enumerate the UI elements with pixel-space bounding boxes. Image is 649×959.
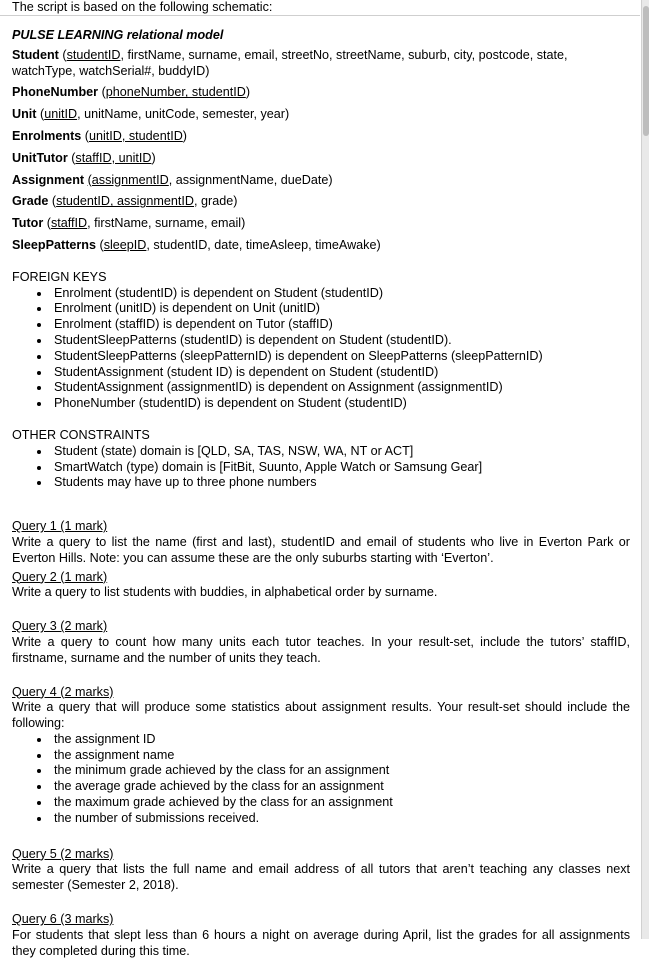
- foreign-key-item: StudentSleepPatterns (studentID) is dependent on Student (studentID).: [54, 333, 630, 349]
- query-2: [12, 570, 630, 602]
- query-4: [12, 685, 630, 827]
- constraint-item: Students may have up to three phone numbers: [54, 475, 630, 491]
- query-bullet-item: the minimum grade achieved by the class for an assignment: [54, 763, 630, 779]
- query-6: [12, 912, 630, 959]
- primary-key-attributes: unitID, studentID: [88, 128, 183, 143]
- primary-key-attributes: staffID: [50, 216, 88, 231]
- relation-attributes: , assignmentName, dueDate): [168, 172, 333, 187]
- primary-key-attributes: studentID, assignmentID: [56, 194, 195, 209]
- query-5: [12, 847, 630, 894]
- foreign-keys-list: [12, 286, 630, 412]
- queries-section: [12, 519, 630, 959]
- relation-assignment: [12, 173, 630, 189]
- relation-phonenumber: [12, 85, 630, 101]
- relation-sleeppatterns: [12, 238, 630, 254]
- relation-open: (: [67, 150, 76, 165]
- query-text: Write a query that lists the full name and email address of all tutors that aren’t teaching any classes next semester (Semester 2, 2018).: [12, 862, 630, 893]
- constraint-item: SmartWatch (type) domain is [FitBit, Suunto, Apple Watch or Samsung Gear]: [54, 460, 630, 476]
- query-1: [12, 519, 630, 566]
- foreign-key-item: StudentAssignment (assignmentID) is dependent on Assignment (assignmentID): [54, 380, 630, 396]
- schema-title: PULSE LEARNING relational model: [12, 28, 224, 42]
- query-text: Write a query that will produce some statistics about assignment results. Your result-set should include the following:: [12, 700, 630, 731]
- query-text: Write a query to list the name (first and last), studentID and email of students who live in Everton Park or Everton Hills. Note: you can assume these are the only suburbs starting with ‘Everton’.: [12, 534, 630, 565]
- query-bullet-item: the number of submissions received.: [54, 811, 630, 827]
- relation-open: (: [81, 128, 89, 143]
- relation-attributes: , grade): [194, 194, 238, 209]
- query-heading: Query 2 (1 mark): [12, 569, 108, 584]
- query-bullet-item: the assignment name: [54, 748, 630, 764]
- foreign-key-item: StudentAssignment (student ID) is dependent on Student (studentID): [54, 365, 630, 381]
- query-3: [12, 619, 630, 666]
- query-text: Write a query to list students with buddies, in alphabetical order by surname.: [12, 585, 438, 600]
- relation-enrolments: [12, 129, 630, 145]
- query-text: Write a query to count how many units each tutor teaches. In your result-set, include the tutors’ staffID, firstname, surname and the number of units they teach.: [12, 634, 630, 665]
- relation-attributes: ): [245, 85, 251, 100]
- relation-name: Enrolments: [12, 128, 82, 143]
- relation-attributes: ): [151, 150, 156, 165]
- relation-attributes: , studentID, date, timeAsleep, timeAwake): [146, 237, 381, 252]
- primary-key-attributes: unitID: [44, 107, 78, 122]
- foreign-keys-section: [12, 270, 630, 412]
- relation-open: (: [98, 85, 106, 100]
- foreign-key-item: Enrolment (unitID) is dependent on Unit (unitID): [54, 301, 630, 317]
- relation-open: (: [43, 216, 51, 231]
- query-bullet-item: the assignment ID: [54, 732, 630, 748]
- query-bullet-item: the average grade achieved by the class for an assignment: [54, 779, 630, 795]
- relation-attributes: , firstName, surname, email): [87, 216, 246, 231]
- query-heading: Query 6 (3 marks): [12, 912, 114, 927]
- document-body: [12, 20, 630, 959]
- foreign-key-item: StudentSleepPatterns (sleepPatternID) is dependent on SleepPatterns (sleepPatternID): [54, 349, 630, 365]
- query-bullet-list: [12, 732, 630, 827]
- relation-open: (: [36, 107, 45, 122]
- relation-grade: [12, 194, 630, 210]
- relation-name: UnitTutor: [12, 150, 68, 165]
- relation-unit: [12, 107, 630, 123]
- scrollbar-thumb[interactable]: [643, 6, 649, 136]
- other-constraints-list: [12, 444, 630, 491]
- relation-attributes: , firstName, surname, email, streetNo, streetName, suburb, city, postcode, state, watchType, watchSerial#, buddyID): [12, 47, 568, 78]
- foreign-key-item: PhoneNumber (studentID) is dependent on Student (studentID): [54, 396, 630, 412]
- relation-name: Student: [12, 47, 59, 62]
- relation-student: [12, 48, 630, 80]
- relation-open: (: [58, 47, 67, 62]
- query-text: For students that slept less than 6 hours a night on average during April, list the grades for all assignments they completed during this time.: [12, 927, 630, 958]
- query-heading: Query 5 (2 marks): [12, 846, 114, 861]
- other-constraints-heading: OTHER CONSTRAINTS: [12, 427, 150, 442]
- relations-list: [12, 48, 630, 254]
- relation-open: (: [96, 237, 104, 252]
- relation-attributes: , unitName, unitCode, semester, year): [77, 107, 290, 122]
- vertical-scrollbar[interactable]: [641, 0, 649, 939]
- relation-open: (: [48, 194, 57, 209]
- relation-name: Grade: [12, 194, 49, 209]
- relation-name: PhoneNumber: [12, 85, 99, 100]
- foreign-key-item: Enrolment (staffID) is dependent on Tutor (staffID): [54, 317, 630, 333]
- constraint-item: Student (state) domain is [QLD, SA, TAS, NSW, WA, NT or ACT]: [54, 444, 630, 460]
- foreign-keys-heading: FOREIGN KEYS: [12, 269, 107, 284]
- other-constraints-section: [12, 428, 630, 491]
- relation-unittutor: [12, 151, 630, 167]
- foreign-key-item: Enrolment (studentID) is dependent on Student (studentID): [54, 286, 630, 302]
- query-heading: Query 1 (1 mark): [12, 519, 108, 534]
- primary-key-attributes: staffID, unitID: [75, 150, 152, 165]
- relation-name: SleepPatterns: [12, 237, 96, 252]
- header-text: The script is based on the following schematic:: [12, 0, 273, 14]
- query-bullet-item: the maximum grade achieved by the class for an assignment: [54, 795, 630, 811]
- query-heading: Query 3 (2 mark): [12, 619, 108, 634]
- relation-attributes: ): [182, 128, 187, 143]
- primary-key-attributes: (assignmentID: [87, 172, 169, 187]
- relation-name: Unit: [12, 107, 37, 122]
- query-heading: Query 4 (2 marks): [12, 684, 114, 699]
- primary-key-attributes: sleepID: [103, 237, 147, 252]
- primary-key-attributes: phoneNumber, studentID: [105, 85, 246, 100]
- header-bar: [0, 0, 640, 16]
- relation-name: Tutor: [12, 216, 44, 231]
- relation-name: Assignment: [12, 172, 85, 187]
- primary-key-attributes: studentID: [66, 47, 121, 62]
- relation-tutor: [12, 216, 630, 232]
